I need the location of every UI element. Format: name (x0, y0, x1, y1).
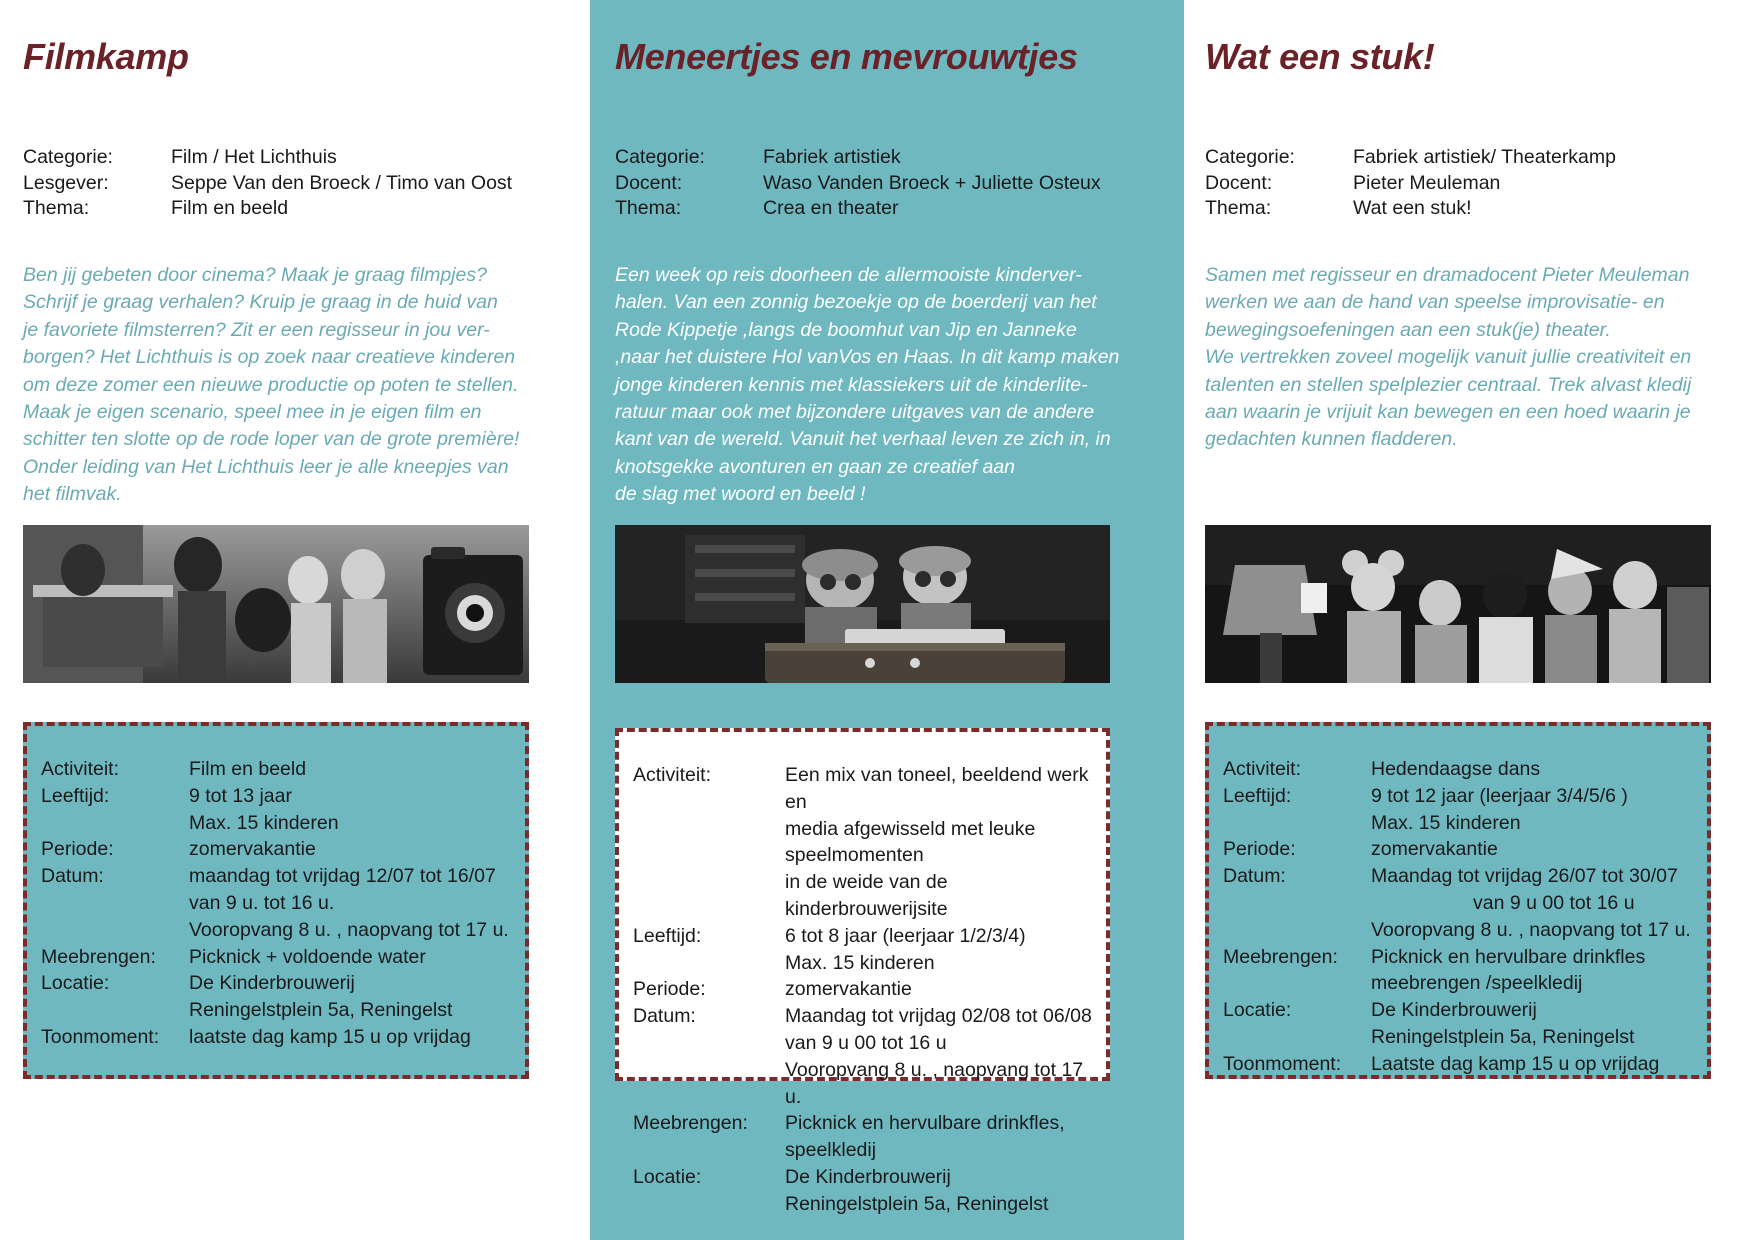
meta-row (615, 196, 1101, 222)
info-key: Periode: (1223, 838, 1296, 861)
info-row (1223, 783, 1697, 810)
camp-info-box (615, 728, 1110, 1215)
description-line: talenten en stellen spelplezier centraal. Trek alvast kledij (1205, 373, 1692, 396)
description-line: het filmvak. (23, 483, 122, 506)
meta-row (23, 196, 512, 222)
meta-row (23, 171, 512, 197)
info-value-cont: van 9 u 00 tot 16 u (785, 1031, 947, 1054)
info-key: Locatie: (41, 972, 110, 995)
info-key: Datum: (41, 865, 104, 888)
info-value: zomervakantie (189, 838, 316, 861)
camp-meta-list (615, 145, 1101, 222)
info-row (633, 762, 1096, 816)
info-value: Hedendaagse dans (1371, 758, 1541, 780)
info-key: Datum: (1223, 865, 1286, 888)
meta-row (23, 145, 512, 171)
info-key: Leeftijd: (1223, 784, 1292, 807)
info-value-cont: Max. 15 kinderen (189, 811, 339, 834)
info-value: maandag tot vrijdag 12/07 tot 16/07 (189, 865, 496, 888)
description-line: ,naar het duistere Hol vanVos en Haas. In dit kamp maken (615, 346, 1120, 369)
info-value: 6 tot 8 jaar (leerjaar 1/2/3/4) (785, 924, 1026, 947)
meta-value: Wat een stuk! (1353, 197, 1472, 219)
description-line: Een week op reis doorheen de allermooiste kinderver- (615, 264, 1082, 286)
info-value-cont: meebrengen /speelkledij (1371, 972, 1583, 995)
description-line: jonge kinderen kennis met klassiekers uit de kinderlite- (615, 373, 1088, 396)
meta-value: Film / Het Lichthuis (171, 146, 337, 168)
info-key: Leeftijd: (633, 924, 702, 947)
camp-photo (23, 525, 529, 683)
info-row (1223, 756, 1697, 783)
info-value: Laatste dag kamp 15 u op vrijdag (1371, 1052, 1660, 1075)
info-value: Picknick en hervulbare drinkfles, (785, 1112, 1065, 1135)
info-key: Locatie: (633, 1165, 702, 1188)
camp-column-meneertjes-en-mevrouwtjes (610, 0, 1170, 1240)
meta-key: Categorie: (615, 146, 705, 168)
camp-title: Wat een stuk! (1205, 36, 1435, 77)
meta-key: Thema: (23, 197, 90, 219)
info-value-cont: Max. 15 kinderen (785, 951, 935, 974)
description-line: ratuur maar ook met bijzondere uitgaves van de andere (615, 401, 1095, 424)
info-key: Leeftijd: (41, 784, 110, 807)
info-value-cont: van 9 u. tot 16 u. (189, 891, 335, 914)
info-value-cont: Vooropvang 8 u. , naopvang tot 17 u. (785, 1058, 1084, 1108)
meta-key: Categorie: (23, 146, 113, 168)
meta-key: Lesgever: (23, 171, 109, 194)
info-value: 9 tot 12 jaar (leerjaar 3/4/5/6 ) (1371, 784, 1628, 807)
info-value: Maandag tot vrijdag 02/08 tot 06/08 (785, 1005, 1092, 1028)
meta-row (1205, 196, 1616, 222)
description-line: Rode Kippetje ,langs de boomhut van Jip en Janneke (615, 318, 1077, 341)
info-value-cont: van 9 u 00 tot 16 u (1473, 891, 1635, 914)
camp-column-filmkamp (18, 0, 578, 1240)
info-value-cont: Max. 15 kinderen (1371, 811, 1521, 834)
info-row (633, 1110, 1096, 1137)
info-row (41, 836, 515, 863)
info-value: Film en beeld (189, 758, 307, 780)
description-line: de slag met woord en beeld ! (615, 483, 866, 506)
info-row (1223, 997, 1697, 1024)
meta-value: Pieter Meuleman (1353, 171, 1501, 194)
meta-value: Fabriek artistiek/ Theaterkamp (1353, 146, 1616, 168)
meta-row (1205, 171, 1616, 197)
description-line: We vertrekken zoveel mogelijk vanuit jullie creativiteit en (1205, 346, 1692, 369)
info-key: Activiteit: (41, 758, 120, 780)
info-row (1223, 944, 1697, 971)
meta-key: Docent: (615, 171, 683, 194)
description-line: knotsgekke avonturen en gaan ze creatief aan (615, 455, 1016, 478)
meta-row (1205, 145, 1616, 171)
description-line: aan waarin je vrijuit kan bewegen en een hoed waarin je (1205, 401, 1691, 424)
info-value: 9 tot 13 jaar (189, 784, 292, 807)
info-value-cont: Vooropvang 8 u. , naopvang tot 17 u. (1371, 918, 1691, 941)
camp-meta-list (23, 145, 512, 222)
camp-photo (615, 525, 1110, 683)
meta-value: Fabriek artistiek (763, 146, 901, 168)
description-line: halen. Van een zonnig bezoekje op de boerderij van het (615, 291, 1097, 314)
camp-info-box (1205, 722, 1711, 1079)
info-value: Maandag tot vrijdag 26/07 tot 30/07 (1371, 865, 1678, 888)
info-value: zomervakantie (785, 978, 912, 1001)
meta-key: Docent: (1205, 171, 1273, 194)
info-value-cont: Reningelstplein 5a, Reningelst (1371, 1025, 1635, 1048)
info-row (41, 756, 515, 783)
info-row (41, 863, 515, 890)
info-row (633, 1164, 1096, 1191)
camp-photo (1205, 525, 1711, 683)
info-value: Picknick en hervulbare drinkfles (1371, 945, 1646, 968)
meta-row (615, 171, 1101, 197)
info-key: Toonmoment: (1223, 1052, 1342, 1075)
camp-meta-list (1205, 145, 1616, 222)
description-line: kant van de wereld. Vanuit het verhaal leven ze zich in, in (615, 428, 1111, 451)
info-key: Toonmoment: (41, 1025, 160, 1048)
info-row (41, 1024, 515, 1051)
info-row (41, 944, 515, 971)
description-line: gedachten kunnen fladderen. (1205, 428, 1458, 451)
info-row (1223, 836, 1697, 863)
info-key: Periode: (41, 838, 114, 861)
description-line: om deze zomer een nieuwe productie op poten te stellen. (23, 373, 519, 396)
camp-info-box (23, 722, 529, 1079)
meta-key: Thema: (1205, 197, 1272, 219)
camp-description (23, 262, 568, 509)
info-row (41, 970, 515, 997)
info-value-cont: Vooropvang 8 u. , naopvang tot 17 u. (189, 918, 509, 941)
description-line: Schrijf je graag verhalen? Kruip je graag in de huid van (23, 291, 498, 314)
camp-description (1205, 262, 1750, 454)
info-row (633, 976, 1096, 1003)
info-value: De Kinderbrouwerij (189, 972, 355, 995)
info-value-cont: media afgewisseld met leuke speelmomenten (785, 817, 1036, 867)
info-value-cont: Reningelstplein 5a, Reningelst (785, 1192, 1049, 1215)
info-key: Datum: (633, 1005, 696, 1028)
description-line: bewegingsoefeningen aan een stuk(je) theater. (1205, 318, 1611, 341)
info-row (633, 1003, 1096, 1030)
info-value: Een mix van toneel, beeldend werk en (785, 764, 1089, 813)
info-value: De Kinderbrouwerij (785, 1165, 951, 1188)
camp-description (615, 262, 1160, 509)
description-line: borgen? Het Lichthuis is op zoek naar creatieve kinderen (23, 346, 516, 369)
description-line: Maak je eigen scenario, speel mee in je eigen film en (23, 401, 482, 424)
meta-row (615, 145, 1101, 171)
info-row (1223, 1051, 1697, 1078)
camp-title: Meneertjes en mevrouwtjes (615, 36, 1078, 77)
info-key: Locatie: (1223, 999, 1292, 1022)
meta-value: Seppe Van den Broeck / Timo van Oost (171, 171, 513, 194)
description-line: je favoriete filmsterren? Zit er een regisseur in jou ver- (23, 318, 490, 341)
info-key: Meebrengen: (41, 945, 156, 968)
info-value-cont: Reningelstplein 5a, Reningelst (189, 999, 453, 1022)
info-key: Activiteit: (1223, 758, 1302, 780)
info-row (1223, 863, 1697, 890)
meta-value: Waso Vanden Broeck + Juliette Osteux (763, 171, 1101, 194)
info-key: Activiteit: (633, 764, 712, 786)
info-value: laatste dag kamp 15 u op vrijdag (189, 1025, 471, 1048)
meta-value: Crea en theater (763, 197, 899, 219)
meta-key: Categorie: (1205, 146, 1295, 168)
info-value: Picknick + voldoende water (189, 945, 426, 968)
info-key: Meebrengen: (1223, 945, 1338, 968)
description-line: Ben jij gebeten door cinema? Maak je graag filmpjes? (23, 264, 487, 286)
info-row (633, 923, 1096, 950)
description-line: Onder leiding van Het Lichthuis leer je alle kneepjes van (23, 455, 509, 478)
camp-title: Filmkamp (23, 36, 189, 77)
info-value: zomervakantie (1371, 838, 1498, 861)
info-key: Periode: (633, 978, 706, 1001)
description-line: Samen met regisseur en dramadocent Pieter Meuleman (1205, 264, 1690, 286)
meta-value: Film en beeld (171, 197, 289, 219)
description-line: schitter ten slotte op de rode loper van de grote première! (23, 428, 520, 451)
info-value-cont: in de weide van de kinderbrouwerijsite (785, 871, 948, 920)
camp-column-wat-een-stuk (1200, 0, 1753, 1240)
info-value-cont: speelkledij (785, 1139, 877, 1162)
info-row (41, 783, 515, 810)
description-line: werken we aan de hand van speelse improvisatie- en (1205, 291, 1665, 314)
info-value: De Kinderbrouwerij (1371, 999, 1537, 1022)
info-key: Meebrengen: (633, 1112, 748, 1135)
meta-key: Thema: (615, 197, 682, 219)
